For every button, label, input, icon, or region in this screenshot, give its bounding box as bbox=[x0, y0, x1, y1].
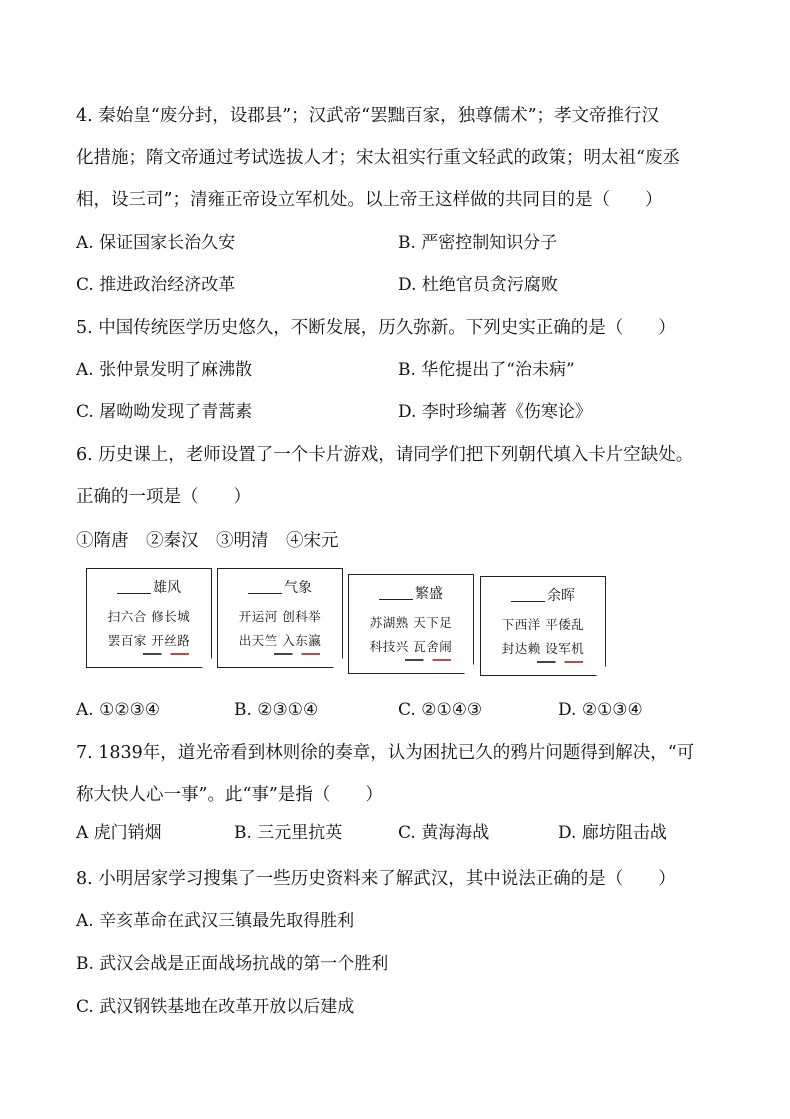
q6-option-b: B. ②③①④ bbox=[234, 700, 319, 720]
q7-option-c: C. 黄海海战 bbox=[398, 823, 490, 843]
card-dash-decoration bbox=[274, 653, 320, 655]
q8-stem: 8. 小明居家学习搜集了一些历史资料来了解武汉，其中说法正确的是（ ） bbox=[76, 869, 676, 889]
q6-card-3 bbox=[348, 574, 474, 674]
card-dash-decoration bbox=[143, 653, 189, 655]
card-blank bbox=[511, 601, 545, 602]
card-dash-decoration bbox=[537, 661, 583, 663]
q6-card-2 bbox=[217, 568, 343, 668]
q6-card-4-row-1: 下西洋 平倭乱 bbox=[501, 617, 585, 632]
q6-card-2-row-2: 出天竺 入东瀛 bbox=[238, 633, 322, 648]
q6-items: ①隋唐 ②秦汉 ③明清 ④宋元 bbox=[76, 531, 339, 551]
q8-option-b: B. 武汉会战是正面战场抗战的第一个胜利 bbox=[76, 954, 389, 974]
q5-stem: 5. 中国传统医学历史悠久，不断发展，历久弥新。下列史实正确的是（ ） bbox=[76, 318, 676, 338]
q6-card-3-row-2: 科技兴 瓦舍闹 bbox=[369, 639, 453, 654]
q6-card-2-title: 气象 bbox=[284, 580, 312, 596]
q6-option-d: D. ②①③④ bbox=[558, 700, 643, 720]
q4-stem-line-3: 相，设三司”；清雍正帝设立军机处。以上帝王这样做的共同目的是（ ） bbox=[76, 190, 663, 210]
q4-option-a: A. 保证国家长治久安 bbox=[76, 233, 236, 253]
card-blank bbox=[248, 593, 282, 594]
q5-option-d: D. 李时珍编著《伤寒论》 bbox=[398, 402, 592, 422]
q4-stem-line-1: 4. 秦始皇“废分封，设郡县”；汉武帝“罢黜百家，独尊儒术”；孝文帝推行汉 bbox=[76, 106, 660, 126]
q4-option-b: B. 严密控制知识分子 bbox=[398, 233, 558, 253]
card-blank bbox=[379, 599, 413, 600]
q7-option-a: A 虎门销烟 bbox=[76, 823, 162, 843]
q6-card-2-row-1: 开运河 创科举 bbox=[238, 609, 322, 624]
q5-option-c: C. 屠呦呦发现了青蒿素 bbox=[76, 402, 253, 422]
q6-stem-line-2: 正确的一项是（ ） bbox=[76, 487, 251, 507]
q6-stem-line-1: 6. 历史课上，老师设置了一个卡片游戏，请同学们把下列朝代填入卡片空缺处。 bbox=[76, 445, 694, 465]
q6-card-figure bbox=[86, 568, 726, 676]
q8-option-a: A. 辛亥革命在武汉三镇最先取得胜利 bbox=[76, 911, 355, 931]
q6-option-c: C. ②①④③ bbox=[398, 700, 483, 720]
q5-option-a: A. 张仲景发明了麻沸散 bbox=[76, 360, 253, 380]
q6-card-1-title: 雄风 bbox=[153, 580, 181, 596]
q7-option-d: D. 廊坊阻击战 bbox=[558, 823, 667, 843]
q6-card-1-row-2: 罢百家 开丝路 bbox=[107, 633, 191, 648]
q5-option-b: B. 华佗提出了“治未病” bbox=[398, 360, 575, 380]
q4-stem-line-2: 化措施；隋文帝通过考试选拔人才；宋太祖实行重文轻武的政策；明太祖“废丞 bbox=[76, 148, 680, 168]
q6-card-4 bbox=[480, 576, 606, 676]
q7-stem-line-1: 7. 1839年，道光帝看到林则徐的奏章，认为困扰已久的鸦片问题得到解决，“可 bbox=[76, 743, 695, 763]
card-dash-decoration bbox=[405, 659, 451, 661]
q4-option-c: C. 推进政治经济改革 bbox=[76, 275, 236, 295]
q6-card-3-title: 繁盛 bbox=[415, 586, 443, 602]
q6-option-a: A. ①②③④ bbox=[76, 700, 161, 720]
q6-card-4-row-2: 封达赖 设军机 bbox=[501, 641, 585, 656]
q6-card-3-row-1: 苏湖熟 天下足 bbox=[369, 615, 453, 630]
q6-card-1 bbox=[86, 568, 212, 668]
q6-card-4-title: 余晖 bbox=[547, 588, 575, 604]
q7-option-b: B. 三元里抗英 bbox=[234, 823, 343, 843]
q8-option-c: C. 武汉钢铁基地在改革开放以后建成 bbox=[76, 997, 355, 1017]
q6-card-1-row-1: 扫六合 修长城 bbox=[107, 609, 191, 624]
q4-option-d: D. 杜绝官员贪污腐败 bbox=[398, 275, 558, 295]
q7-stem-line-2: 称大快人心一事”。此“事”是指（ ） bbox=[76, 785, 383, 805]
card-blank bbox=[117, 593, 151, 594]
